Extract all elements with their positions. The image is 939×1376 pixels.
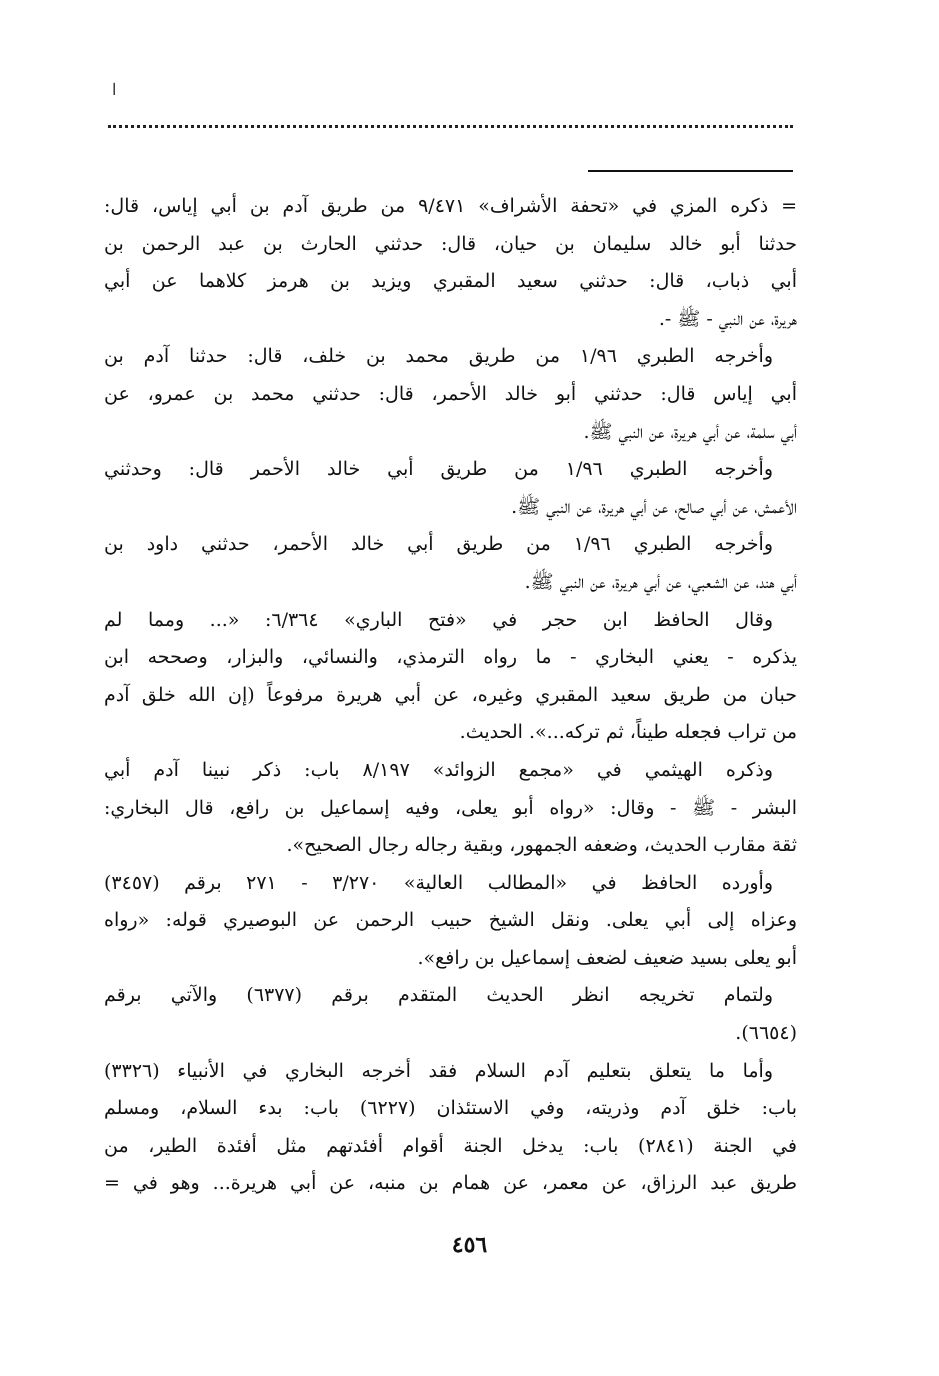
text-line: وأخرجه الطبري ١/٩٦ من طريق أبي خالد الأحمر قال: وحدثني (104, 458, 773, 481)
text-line: وقال الحافظ ابن حجر في «فتح الباري» ٦/٣٦٤: «... ومما لم (104, 608, 773, 631)
text-line: في الجنة (٢٨٤١) باب: يدخل الجنة أقوام أفئدتهم مثل أفئدة الطير، من (104, 1134, 797, 1157)
text-line: حبان من طريق سعيد المقبري وغيره، عن أبي هريرة مرفوعاً (إن الله خلق آدم (104, 683, 797, 706)
text-line: أبو يعلى بسيد ضعيف لضعف إسماعيل بن رافع». (417, 946, 797, 969)
text-line: وأخرجه الطبري ١/٩٦ من طريق أبي خالد الأحمر، حدثني داود بن (104, 533, 774, 556)
footnote-rule (588, 170, 793, 172)
text-line: (٦٦٥٤). (735, 1022, 797, 1045)
footnote-text (104, 188, 797, 1203)
text-line: ولتمام تخريجه انظر الحديث المتقدم برقم (٦٣٧٧) والآتي برقم (104, 984, 774, 1007)
text-line: البشر - ﷺ - وقال: «رواه أبو يعلى، وفيه إسماعيل بن رافع، قال البخاري: (104, 796, 797, 819)
text-line: وأما ما يتعلق بتعليم آدم السلام فقد أخرجه البخاري في الأنبياء (٣٣٢٦) (104, 1059, 773, 1082)
text-line: = ذكره المزي في «تحفة الأشراف» ٩/٤٧١ من طريق آدم بن أبي إياس، قال: (104, 195, 797, 217)
text-line: وعزاه إلى أبي يعلى. ونقل الشيخ حبيب الرحمن عن البوصيري قوله: «رواه (104, 909, 797, 932)
text-line: حدثنا أبو خالد سليمان بن حيان، قال: حدثني الحارث بن عبد الرحمن بن (104, 232, 797, 255)
text-line: وأورده الحافظ في «المطالب العالية» ٣/٢٧٠ - ٢٧١ برقم (٣٤٥٧) (104, 871, 774, 894)
text-line: هريرة، عن النبي - ﷺ -. (658, 307, 797, 330)
text-line: باب: خلق آدم وذريته، وفي الاستئذان (٦٢٢٧) باب: بدء السلام، ومسلم (104, 1097, 797, 1120)
margin-mark: ا (112, 80, 117, 99)
text-line: وأخرجه الطبري ١/٩٦ من طريق محمد بن خلف، قال: حدثنا آدم بن (104, 345, 773, 368)
text-line: الأعمش، عن أبي صالح، عن أبي هريرة، عن النبي ﷺ. (511, 495, 797, 518)
text-line: يذكره - يعني البخاري - ما رواه الترمذي، والنسائي، والبزار، وصححه ابن (104, 646, 797, 669)
text-line: من تراب فجعله طيناً، ثم تركه...». الحديث. (459, 721, 797, 744)
text-line: أبي إياس قال: حدثني أبو خالد الأحمر، قال: حدثني محمد بن عمرو، عن (104, 382, 797, 405)
text-line: أبي سلمة، عن أبي هريرة، عن النبي ﷺ. (583, 420, 797, 443)
text-line: وذكره الهيثمي في «مجمع الزوائد» ٨/١٩٧ باب: ذكر نبينا آدم أبي (104, 758, 773, 781)
dotted-separator (108, 125, 793, 128)
text-line: أبي هند، عن الشعبي، عن أبي هريرة، عن النبي ﷺ. (524, 570, 797, 593)
text-line: طريق عبد الرزاق، عن معمر، عن همام بن منبه، عن أبي هريرة... وهو في = (104, 1172, 797, 1195)
page-number: ٤٥٦ (451, 1232, 488, 1258)
text-line: أبي ذباب، قال: حدثني سعيد المقبري ويزيد بن هرمز كلاهما عن أبي (104, 270, 797, 293)
text-line: ثقة مقارب الحديث، وضعفه الجمهور، وبقية رجاله رجال الصحيح». (286, 834, 797, 857)
